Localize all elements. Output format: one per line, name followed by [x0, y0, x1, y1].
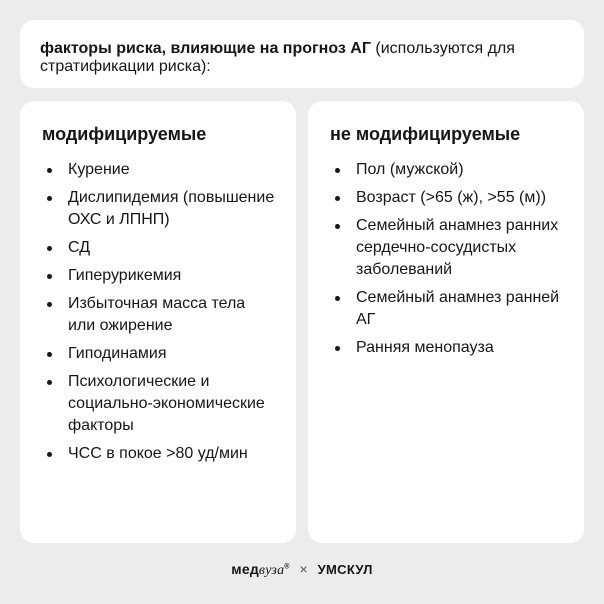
modifiable-title: модифицируемые: [42, 124, 207, 144]
brand-part: мед: [231, 561, 259, 577]
header-title-bold: факторы риска, влияющие на прогноз АГ: [40, 40, 371, 57]
list-item: Избыточная масса тела или ожирение: [42, 293, 276, 337]
list-item: Дислипидемия (повышение ОХС и ЛПНП): [42, 187, 276, 231]
list-item: Семейный анамнез ранней АГ: [330, 287, 564, 331]
modifiable-card: [20, 101, 296, 543]
list-item: Психологические и социально-экономические факторы: [42, 371, 276, 437]
list-item: Семейный анамнез ранних сердечно-сосудистых заболеваний: [330, 215, 564, 281]
list-item: Гиперурикемия: [42, 265, 276, 287]
header-card: [20, 20, 584, 88]
list-item: Пол (мужской): [330, 159, 564, 181]
list-item: Возраст (>65 (ж), >55 (м)): [330, 187, 564, 209]
brand-logo-medvuza: [231, 561, 289, 577]
list-item: ЧСС в покое >80 уд/мин: [42, 443, 276, 465]
list-item: СД: [42, 237, 276, 259]
non-modifiable-list: [330, 159, 564, 359]
registered-mark: ®: [284, 563, 290, 571]
cross-separator-icon: ×: [299, 561, 308, 577]
brand-part-italic: вуза: [258, 563, 285, 578]
modifiable-list: [42, 159, 276, 465]
list-item: Курение: [42, 159, 276, 181]
non-modifiable-card: [308, 101, 584, 543]
footer-brands: [0, 561, 604, 579]
list-item: Гиподинамия: [42, 343, 276, 365]
list-item: Ранняя менопауза: [330, 337, 564, 359]
header-title-rest: (используются для стратификации риска):: [40, 40, 515, 75]
brand-logo-umskul: УМСКУЛ: [317, 562, 373, 577]
non-modifiable-title: не модифицируемые: [330, 124, 521, 144]
